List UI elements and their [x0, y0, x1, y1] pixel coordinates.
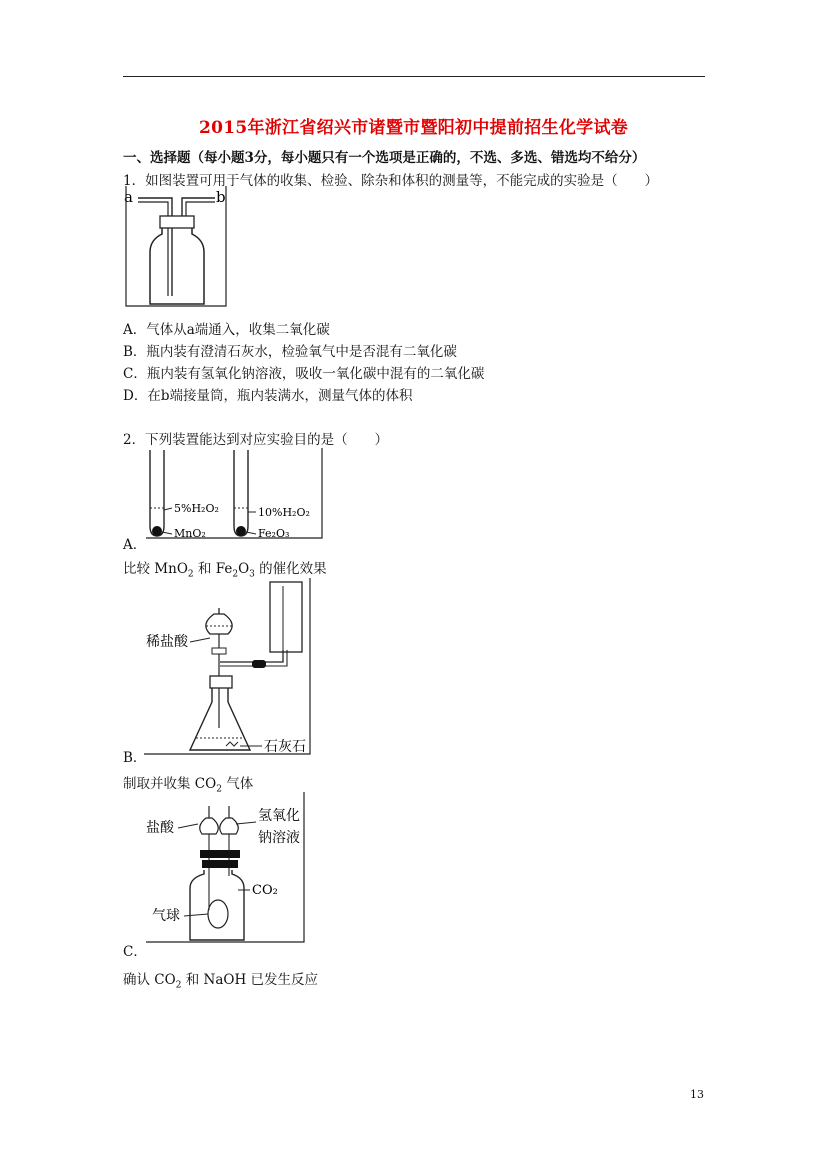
q2c-formula: CO [154, 972, 176, 988]
q2b-acid-label: 稀盐酸 [146, 634, 188, 650]
q2a-tube1-liquid: 5%H₂O₂ [174, 502, 219, 515]
q2a-formula-2-o: O [238, 561, 250, 577]
q2c-gas-label: CO₂ [252, 883, 278, 898]
q2b-co2-apparatus-figure [140, 578, 320, 758]
q2c-caption-pre: 确认 [123, 972, 155, 988]
q2a-label: A． [123, 537, 147, 553]
q2c-caption-mid: 和 [181, 972, 204, 988]
q2b-caption-post: 气体 [221, 776, 254, 792]
q2b-formula-sub: 2 [216, 784, 222, 795]
q2a-tube2-liquid: 10%H₂O₂ [258, 506, 310, 519]
q2c-label: C． [123, 944, 147, 960]
q2b-solid-label: 石灰石 [264, 739, 306, 755]
q1-label-a: a [124, 188, 133, 206]
q1-option-c: C．瓶内装有氢氧化钠溶液，吸收一氧化碳中混有的二氧化碳 [123, 366, 485, 382]
q2b-caption-pre: 制取并收集 [123, 776, 195, 792]
q2a-formula-2-sub-1: 2 [232, 569, 239, 580]
q2c-formula-2: NaOH [203, 972, 247, 988]
q2b-label: B． [123, 750, 147, 766]
q2c-caption [123, 968, 318, 991]
header-rule [123, 76, 705, 77]
q1-option-d: D．在b端接量筒，瓶内装满水，测量气体的体积 [123, 388, 413, 404]
q2a-formula-2-sub-2: 3 [249, 569, 255, 580]
q2b-formula: CO [194, 776, 217, 792]
q2a-formula-2: Fe [215, 561, 233, 577]
q2a-tube2-solid: Fe₂O₃ [258, 527, 290, 540]
q2c-base-label-1: 氢氧化 [258, 808, 300, 824]
q2c-balloon-apparatus-figure [140, 790, 310, 946]
q2a-formula-1: MnO [154, 561, 188, 577]
q2a-caption-pre: 比较 [123, 561, 155, 577]
q2a-tube1-solid: MnO₂ [174, 527, 206, 540]
q1-option-b: B．瓶内装有澄清石灰水，检验氧气中是否混有二氧化碳 [123, 344, 457, 360]
page-number: 13 [690, 1088, 704, 1101]
q2a-caption [123, 557, 327, 580]
section-heading: 一、选择题（每小题3分，每小题只有一个选项是正确的，不选、多选、错选均不给分） [123, 150, 646, 166]
q2c-balloon-label: 气球 [152, 908, 180, 924]
q1-label-b: b [216, 188, 226, 206]
q1-gas-bottle-figure [122, 186, 232, 310]
q2-stem: 2．下列装置能达到对应实验目的是（ ） [123, 432, 389, 448]
q2c-formula-sub: 2 [175, 980, 182, 991]
page-title: 2015年浙江省绍兴市诸暨市暨阳初中提前招生化学试卷 [198, 118, 629, 138]
q2a-test-tubes-figure [140, 446, 326, 542]
q2c-base-label-2: 钠溶液 [258, 830, 300, 846]
q2c-acid-label: 盐酸 [146, 820, 174, 836]
q2a-caption-post: 的催化效果 [254, 561, 327, 577]
q2a-formula-1-sub: 2 [187, 569, 194, 580]
q1-option-a: A．气体从a端通入，收集二氧化碳 [123, 322, 330, 338]
q1-stem: 1．如图装置可用于气体的收集、检验、除杂和体积的测量等，不能完成的实验是（ ） [123, 173, 659, 189]
q2c-caption-post: 已发生反应 [246, 972, 319, 988]
q2a-caption-mid: 和 [193, 561, 216, 577]
